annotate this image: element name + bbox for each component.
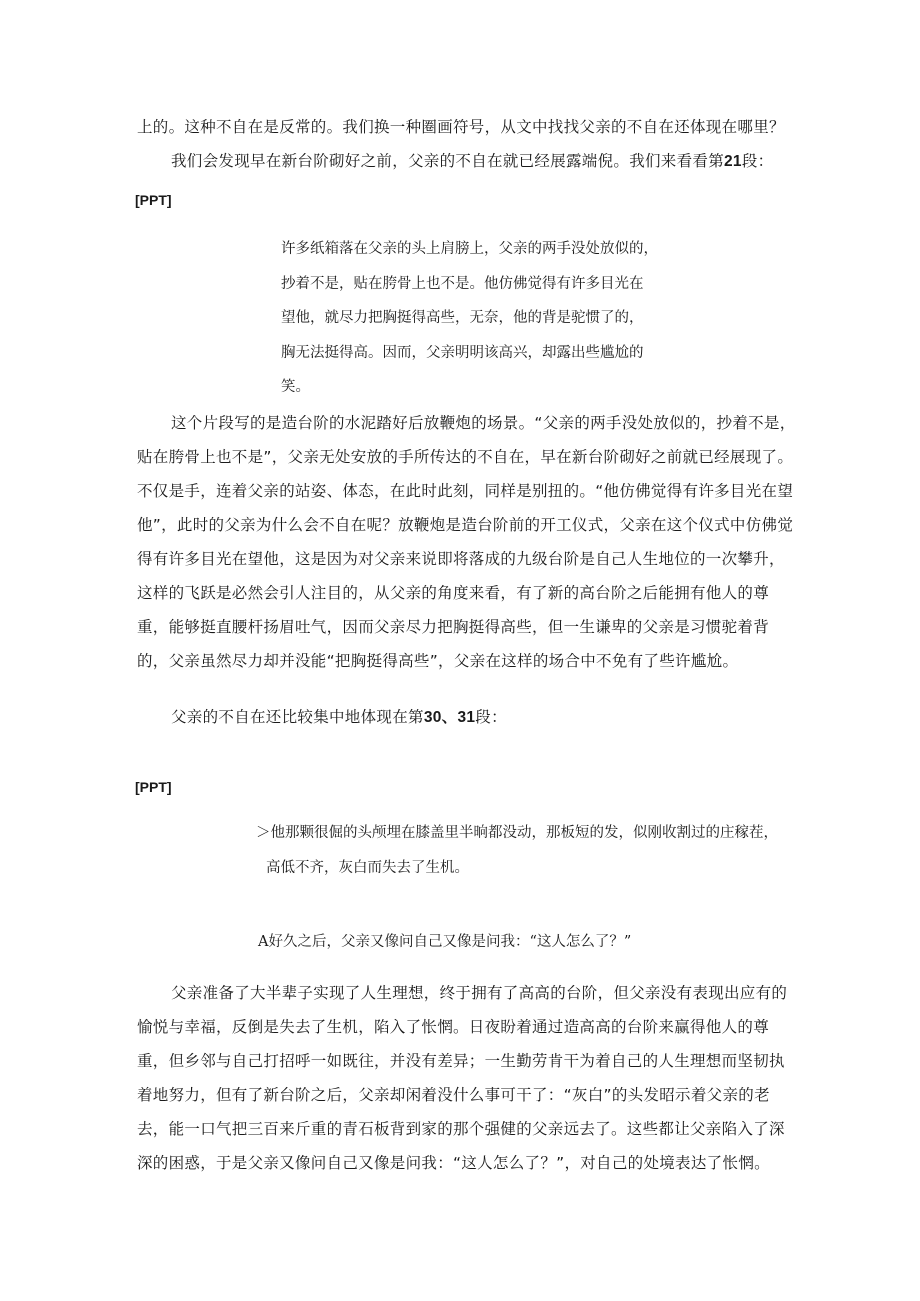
quote1-line: 抄着不是，贴在胯骨上也不是。他仿佛觉得有许多目光在 (281, 275, 644, 292)
quote2-line1-text: 他那颗很倔的头颅埋在膝盖里半晌都没动，那板短的发，似刚收割过的庄稼茬， (270, 825, 778, 841)
quote-marker-arrow: ＞ (256, 825, 271, 841)
ppt-label-1: [PPT] (135, 192, 172, 208)
analysis-paragraph-1: 这个片段写的是造台阶的水泥踏好后放鞭炮的场景。“父亲的两手没处放似的，抄着不是，贴在胯骨上也不是”，父亲无处安放的手所传达的不自在，早在新台阶砌好之前就已经展现了。不仅是手，连着父亲的站姿、体态，在此时此刻，同样是别扭的。“他仿佛觉得有许多目光在望他”，此时的父亲为什么会不自在呢？放鞭炮是造台阶前的开工仪式，父亲在这个仪式中仿佛觉得有许多目光在望他，这是因为对父亲来说即将落成的九级台阶是自己人生地位的一次攀升，这样的飞跃是必然会引人注目的，从父亲的角度来看，有了新的高台阶之后能拥有他人的尊重，能够挺直腰杆扬眉吐气，因而父亲尽力把胸挺得高些，但一生谦卑的父亲是习惯驼着背的，父亲虽然尽力却并没能“把胸挺得高些”，父亲在这样的场合中不免有了些许尴尬。 (137, 414, 796, 670)
quote2-line1 (256, 821, 778, 842)
quote1-line: 胸无法挺得高。因而，父亲明明该高兴，却露出些尴尬的 (281, 344, 644, 361)
quote-block-1 (281, 232, 681, 405)
intro-text-before: 我们会发现早在新台阶砌好之前，父亲的不自在就已经展露端倪。我们来看看第 (171, 152, 725, 170)
intro-text-after: 段： (741, 152, 774, 170)
quote-marker-a: A (258, 934, 269, 950)
quote1-line: 笑。 (281, 379, 310, 395)
quote3-text: 好久之后，父亲又像问自己又像是问我：“这人怎么了？” (268, 934, 632, 950)
quote3-line (258, 930, 631, 951)
quote1-line: 许多纸箱落在父亲的头上肩膀上，父亲的两手没处放似的， (281, 241, 658, 257)
intro-paragraph (137, 144, 797, 179)
intro2-text-before: 父亲的不自在还比较集中地体现在第 (171, 708, 424, 726)
quote2-line2: 高低不齐，灰白而失去了生机。 (266, 860, 469, 876)
ppt-label-2: [PPT] (135, 779, 172, 795)
top-line: 上的。这种不自在是反常的。我们换一种圈画符号，从文中找找父亲的不自在还体现在哪里？ (137, 118, 785, 136)
intro-paragraph-2 (137, 700, 797, 735)
conclusion-paragraph: 父亲准备了大半辈子实现了人生理想，终于拥有了高高的台阶，但父亲没有表现出应有的愉悦与幸福，反倒是失去了生机，陷入了怅惘。日夜盼着通过造高高的台阶来赢得他人的尊重，但乡邻与自己打招呼一如既往，并没有差异；一生勤劳肯干为着自己的人生理想而坚韧执着地努力，但有了新台阶之后，父亲却闲着没什么事可干了：“灰白”的头发昭示着父亲的老去，能一口气把三百来斤重的青石板背到家的那个强健的父亲远去了。这些都让父亲陷入了深深的困惑，于是父亲又像问自己又像是问我：“这人怎么了？”，对自己的处境表达了怅惘。 (137, 984, 788, 1172)
intro-section-number: 21 (724, 153, 742, 170)
intro2-section-number: 30、31 (423, 709, 476, 726)
quote1-line: 望他，就尽力把胸挺得高些，无奈，他的背是驼惯了的， (281, 310, 644, 326)
intro2-text-after: 段： (475, 708, 507, 726)
